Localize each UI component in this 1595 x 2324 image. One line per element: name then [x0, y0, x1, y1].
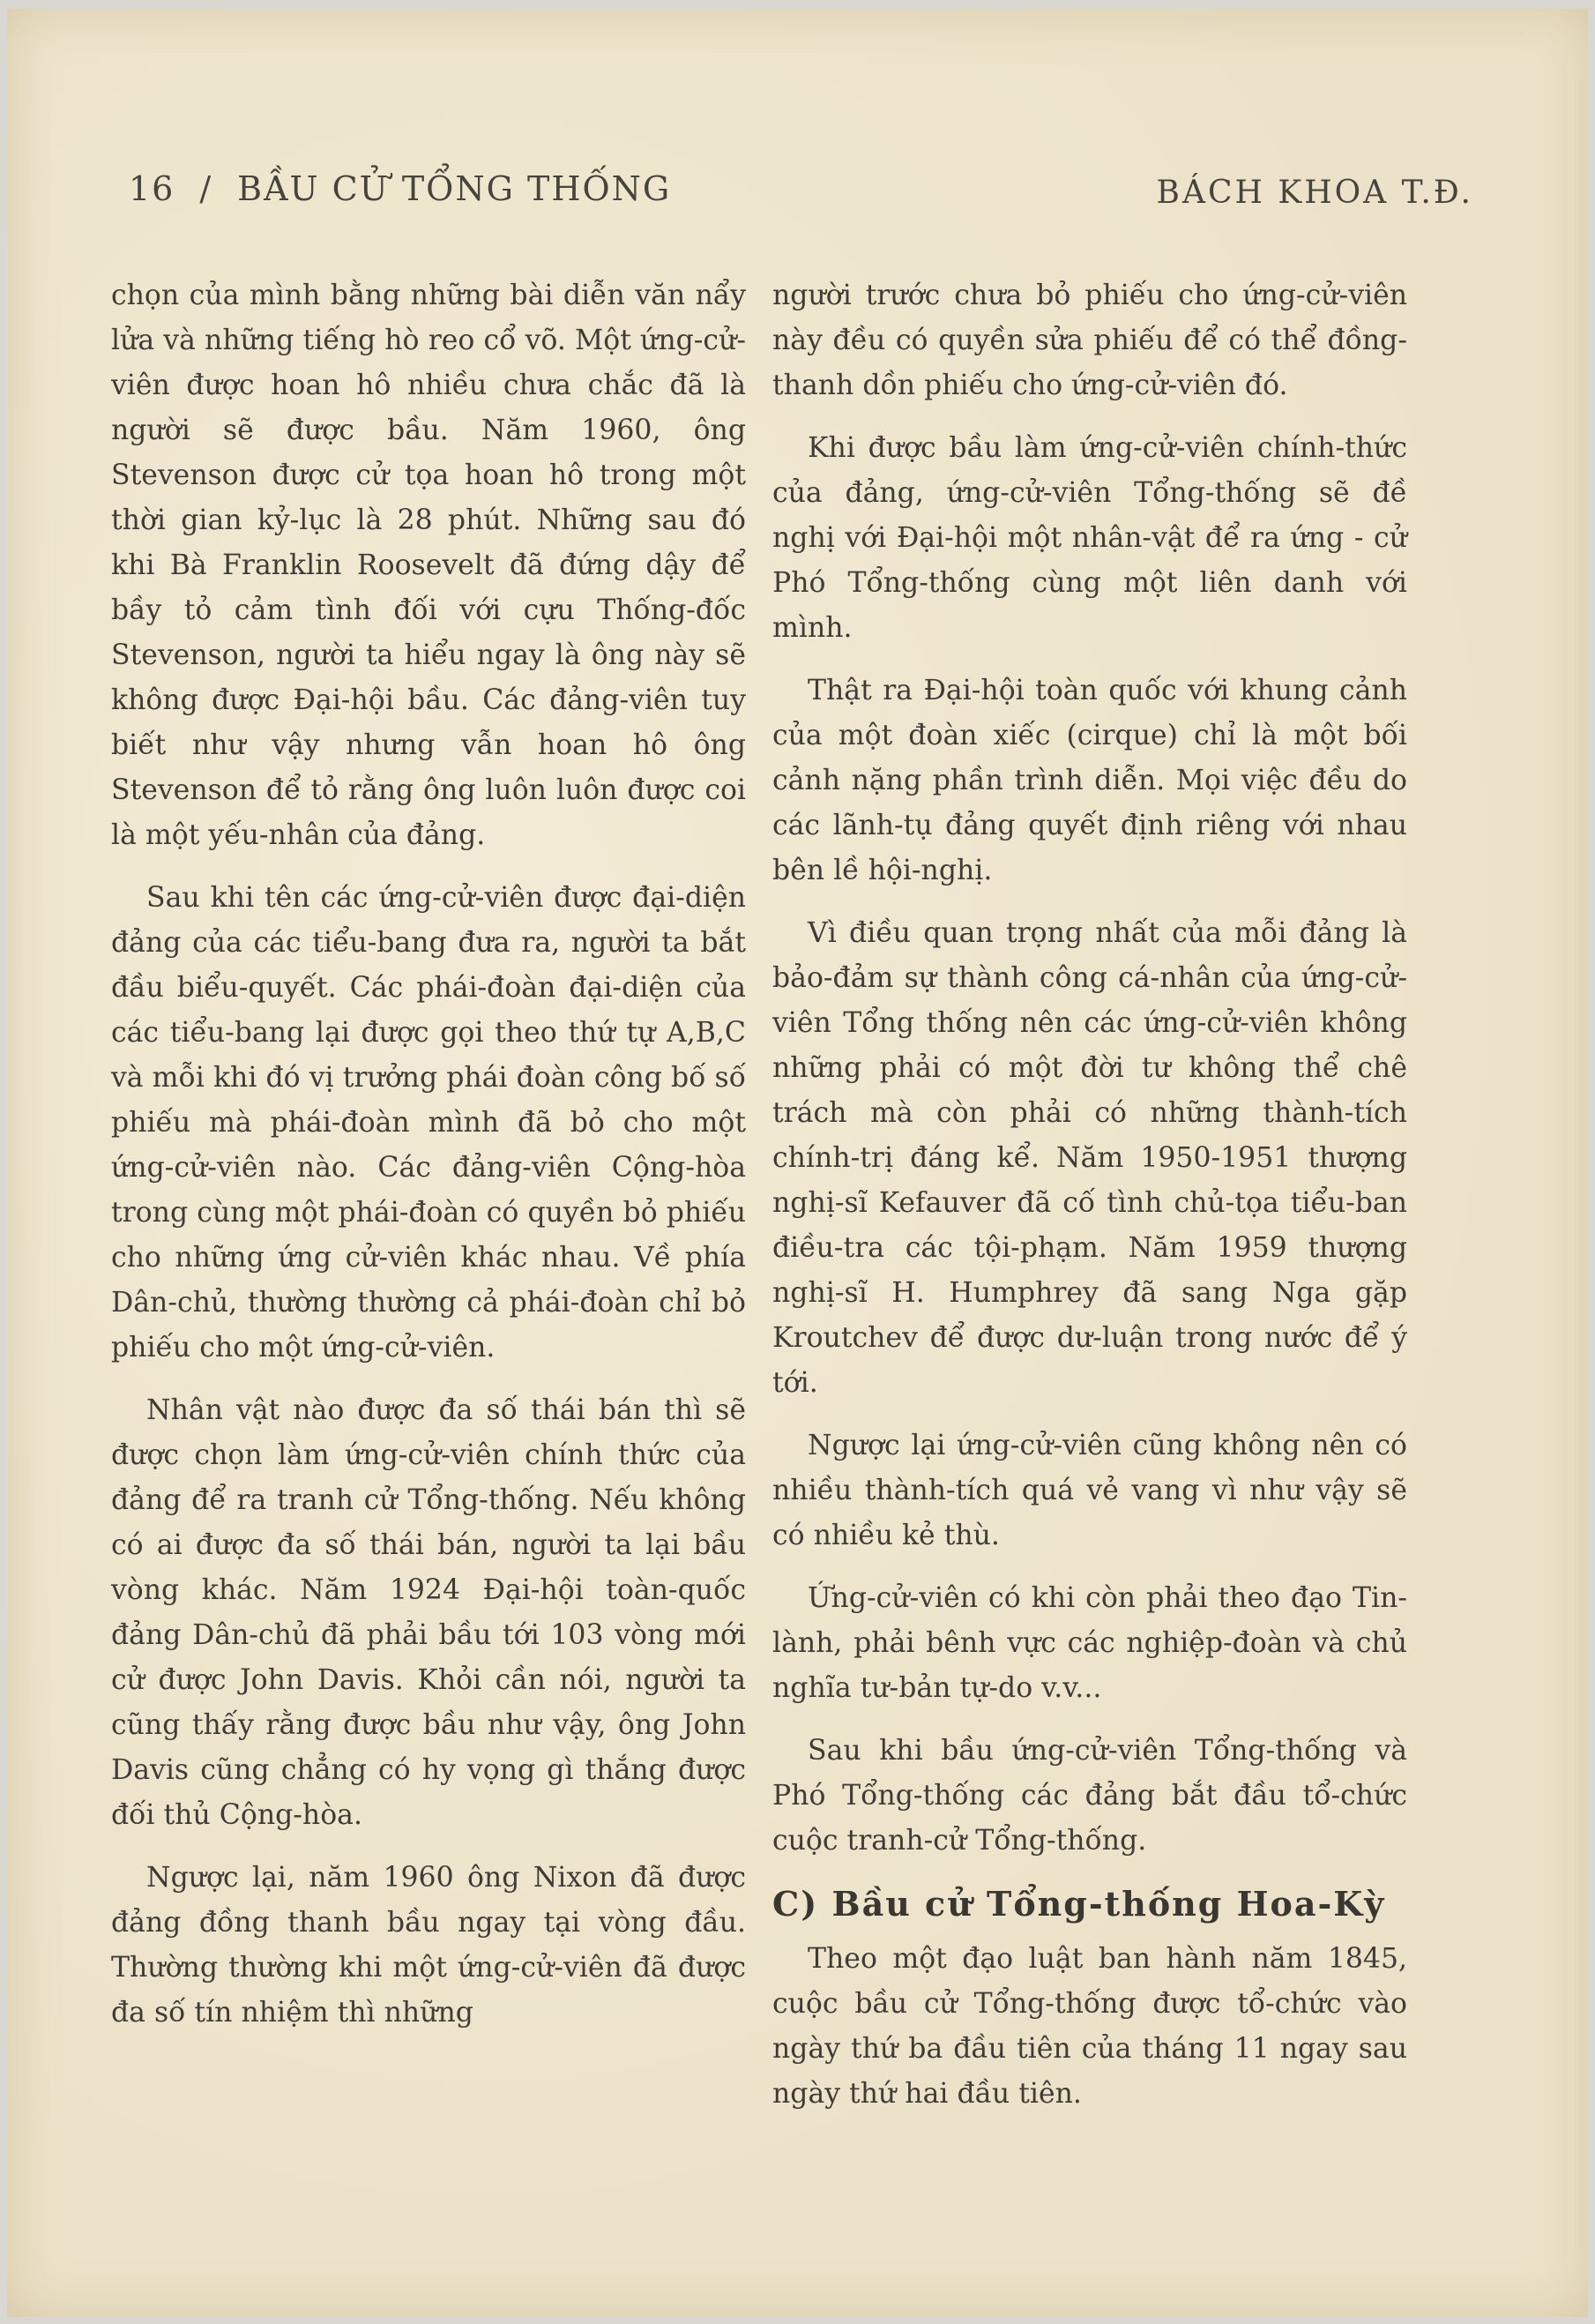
paragraph: chọn của mình bằng những bài diễn văn nẩy lửa và những tiếng hò reo cổ võ. Một ứng-cử-viên được hoan hô nhiều chưa chắc đã là người sẽ được bầu. Năm 1960, ông Stevenson được cử tọa hoan hô trong một thời gian kỷ-lục là 28 phút. Những sau đó khi Bà Franklin Roosevelt đã đứng dậy để bầy tỏ cảm tình đối với cựu Thống-đốc Stevenson, người ta hiểu ngay là ông này sẽ không được Đại-hội bầu. Các đảng-viên tuy biết như vậy nhưng vẫn hoan hô ông Stevenson để tỏ rằng ông luôn luôn được coi là một yếu-nhân của đảng.	[111, 280, 746, 851]
paragraph: Vì điều quan trọng nhất của mỗi đảng là bảo-đảm sự thành công cá-nhân của ứng-cử-viên Tổng thống nên các ứng-cử-viên không những phải có một đời tư không thể chê trách mà còn phải có những thành-tích chính-trị đáng kể. Năm 1950-1951 thượng nghị-sĩ Kefauver đã cố tình chủ-tọa tiểu-ban điều-tra các tội-phạm. Năm 1959 thượng nghị-sĩ H. Humphrey đã sang Nga gặp Kroutchev để được dư-luận trong nước để ý tới.	[772, 917, 1407, 1399]
section-heading: C) Bầu cử Tổng-thống Hoa-Kỳ	[772, 1884, 1386, 1924]
paragraph: Ngược lại, năm 1960 ông Nixon đã được đảng đồng thanh bầu ngay tại vòng đầu. Thường thường khi một ứng-cử-viên đã được đa số tín nhiệm thì những	[111, 1862, 746, 2029]
paragraph: Nhân vật nào được đa số thái bán thì sẽ được chọn làm ứng-cử-viên chính thức của đảng để ra tranh cử Tổng-thống. Nếu không có ai được đa số thái bán, người ta lại bầu vòng khác. Năm 1924 Đại-hội toàn-quốc đảng Dân-chủ đã phải bầu tới 103 vòng mới cử được John Davis. Khỏi cần nói, người ta cũng thấy rằng được bầu như vậy, ông John Davis cũng chẳng có hy vọng gì thắng được đối thủ Cộng-hòa.	[111, 1394, 746, 1831]
paragraph: Sau khi bầu ứng-cử-viên Tổng-thống và Phó Tổng-thống các đảng bắt đầu tổ-chức cuộc tranh-cử Tổng-thống.	[772, 1735, 1407, 1857]
page-number: 16	[129, 169, 175, 208]
journal-title: BÁCH KHOA T.Đ.	[1156, 175, 1473, 211]
paragraph: Theo một đạo luật ban hành năm 1845, cuộc bầu cử Tổng-thống được tổ-chức vào ngày thứ ba đầu tiên của tháng 11 ngay sau ngày thứ hai đầu tiên.	[772, 1943, 1407, 2110]
paragraph: người trước chưa bỏ phiếu cho ứng-cử-viên này đều có quyền sửa phiếu để có thể đồng-thanh dồn phiếu cho ứng-cử-viên đó.	[772, 280, 1407, 401]
paragraph: Sau khi tên các ứng-cử-viên được đại-diện đảng của các tiểu-bang đưa ra, người ta bắt đầu biểu-quyết. Các phái-đoàn đại-diện của các tiểu-bang lại được gọi theo thứ tự A,B,C và mỗi khi đó vị trưởng phái đoàn công bố số phiếu mà phái-đoàn mình đã bỏ cho một ứng-cử-viên nào. Các đảng-viên Cộng-hòa trong cùng một phái-đoàn có quyền bỏ phiếu cho những ứng cử-viên khác nhau. Về phía Dân-chủ, thường thường cả phái-đoàn chỉ bỏ phiếu cho một ứng-cử-viên.	[111, 882, 746, 1364]
paragraph: Ngược lại ứng-cử-viên cũng không nên có nhiều thành-tích quá vẻ vang vì như vậy sẽ có nhiều kẻ thù.	[772, 1430, 1407, 1551]
left-column	[111, 273, 746, 2053]
paragraph: Khi được bầu làm ứng-cử-viên chính-thức của đảng, ứng-cử-viên Tổng-thống sẽ đề nghị với Đại-hội một nhân-vật để ra ứng - cử Phó Tổng-thống cùng một liên danh với mình.	[772, 432, 1407, 644]
page-sheet	[7, 9, 1588, 2317]
header-separator: /	[199, 169, 213, 208]
right-column	[772, 273, 1407, 2134]
running-head-left	[129, 169, 671, 208]
paragraph: Ứng-cử-viên có khi còn phải theo đạo Tin-lành, phải bênh vực các nghiệp-đoàn và chủ nghĩa tư-bản tự-do v.v...	[772, 1582, 1407, 1704]
paragraph: Thật ra Đại-hội toàn quốc với khung cảnh của một đoàn xiếc (cirque) chỉ là một bối cảnh nặng phần trình diễn. Mọi việc đều do các lãnh-tụ đảng quyết định riêng với nhau bên lề hội-nghị.	[772, 675, 1407, 886]
page-header	[122, 169, 1473, 222]
section-title: BẦU CỬ TỔNG THỐNG	[237, 169, 672, 208]
